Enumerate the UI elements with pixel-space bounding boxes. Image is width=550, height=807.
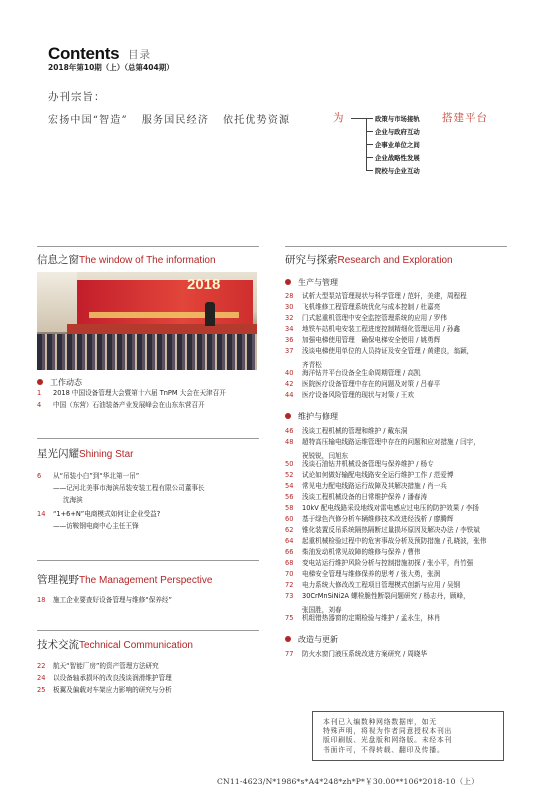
toc-entry[interactable] (285, 571, 440, 579)
entry-title: 施工企业要查好设备管理与维修“保养经” (53, 596, 172, 604)
section-mgmt-heading (37, 572, 212, 587)
page-number: 66 (285, 548, 294, 556)
photo-wall (37, 272, 77, 332)
toc-entry[interactable] (285, 370, 421, 378)
publication-code: CN11-4623/N*1986*s*A4*248*zh*P*￥30.00**106*2018-10（上） (217, 777, 479, 786)
bullet-dot (285, 279, 291, 285)
copyright-notice (312, 711, 504, 761)
entry-title: 浅谈工程机械的管理和维护 / 戴东洞 (302, 427, 408, 435)
notice-line: 本刊已入编数种网络数据库，如无 (323, 718, 437, 726)
toc-entry[interactable] (37, 663, 159, 671)
bracket-item: 政策与市场接轨 (375, 115, 420, 123)
reform-title: 改造与更新 (298, 635, 338, 644)
bullet-dot (285, 413, 291, 419)
entry-continuation: 祝锐锐，闫旭东 (302, 452, 349, 460)
purpose-slogan (48, 111, 290, 126)
page-number: 62 (285, 526, 294, 534)
purpose-wei: 为 (333, 112, 344, 124)
section-info-en: The window of The information (79, 255, 216, 266)
section-mgmt-cn: 管理视野 (37, 574, 79, 586)
entry-title: 电力系统大修改改工程项目管理模式创新与应用 / 吴钢 (302, 581, 461, 589)
entry-title: 浅谈工程机械设备的日常维护保养 / 潘春涛 (302, 493, 428, 501)
page-number: 36 (285, 336, 294, 344)
entry-title: 试论如何做好输配电线路安全运行维护工作 / 范爱博 (302, 471, 454, 479)
toc-entry[interactable] (285, 348, 473, 356)
bracket-item: 企业战略性发展 (375, 154, 420, 162)
contents-title: Contents (48, 44, 120, 63)
entry-continuation: 张国胜，刘春 (302, 606, 342, 614)
production-title: 生产与管理 (298, 278, 338, 287)
page-number: 25 (37, 686, 46, 694)
entry-title: 机组错热器窗的定期检验与维护 / 孟永生，林肖 (302, 614, 441, 622)
page-number: 77 (285, 650, 294, 658)
toc-entry[interactable] (37, 675, 172, 683)
section-info-heading (37, 252, 216, 267)
page-number: 75 (285, 614, 294, 622)
page-number: 40 (285, 369, 294, 377)
toc-entry[interactable] (285, 560, 473, 568)
page-number: 58 (285, 504, 294, 512)
section-shining-heading (37, 446, 133, 461)
section-shining-cn: 星光闪耀 (37, 448, 79, 460)
page-number: 24 (37, 674, 46, 682)
issue-number: 2018年第10期（上）（总第404期） (48, 63, 174, 72)
entry-title: 从“吊装小白”到“华北第一吊” (53, 472, 140, 480)
entry-title: 板翼及偏载对车架应力影响的研究与分析 (53, 686, 172, 694)
entry-title: 中国（东营）石油装备产业发展峰会在山东东营召开 (53, 401, 205, 409)
toc-entry[interactable] (285, 527, 480, 535)
section-rule (37, 560, 259, 561)
section-tech-en: Technical Communication (79, 640, 193, 651)
bracket-item: 院校与企业互动 (375, 167, 420, 175)
purpose-platform: 搭建平台 (442, 112, 488, 124)
entry-subtitle: ——记河北美事市海滨吊装安装工程有限公司董事长 (53, 484, 205, 492)
entry-title: 试析大型泵站管理现状与科学管理 / 范轩，美建，周程程 (302, 292, 467, 300)
notice-line: 特殊声明，将视为作者同意授权本刊出 (323, 727, 453, 736)
toc-entry[interactable] (285, 593, 470, 601)
toc-entry[interactable] (285, 392, 414, 400)
entry-title: 柴油发动机常见故障的维修与保养 / 曹伟 (302, 548, 421, 556)
entry-title: 门式起重机管理中安全监控管理系统的应用 / 罗伟 (302, 314, 447, 322)
page-number: 68 (285, 559, 294, 567)
toc-entry[interactable] (285, 549, 421, 557)
entry-title: 基于绿色汽修分析车辆维修技术改进经浅析 / 廖腾辉 (302, 515, 454, 523)
maintenance-heading (285, 411, 338, 422)
section-research-cn: 研究与探索 (285, 254, 338, 266)
toc-entry[interactable] (285, 293, 467, 301)
page-number: 4 (37, 401, 42, 409)
bullet-dot (37, 379, 43, 385)
page-number: 14 (37, 510, 46, 518)
photo-audience (37, 334, 257, 370)
entry-title: 飞机维修工程管理系统优化与成本控制 / 杜嘉亮 (302, 303, 441, 311)
toc-entry[interactable] (285, 315, 447, 323)
toc-entry[interactable] (285, 538, 486, 546)
entry-subtitle: 沈海滨 (63, 496, 83, 504)
toc-entry[interactable] (285, 472, 453, 480)
page-number: 37 (285, 347, 294, 355)
slogan-part-2: 服务国民经济 (141, 115, 210, 126)
section-rule (37, 630, 259, 631)
page-number: 1 (37, 389, 42, 397)
slogan-part-3: 依托优势资源 (223, 115, 291, 126)
section-rule (37, 246, 259, 247)
bracket-tick (366, 144, 373, 145)
entry-title: 浅谈石油钻井机械设备管理与保养维护 / 杨专 (302, 460, 434, 468)
entry-continuation: 齐青松 (302, 361, 322, 369)
section-shining-en: Shining Star (79, 449, 134, 460)
entry-title: 防火水窗门液压系统改进方案研究 / 周晓华 (302, 650, 428, 658)
purpose-label: 办刊宗旨： (48, 91, 106, 103)
photo-speaker (205, 302, 215, 326)
notice-line: 书面许可，不得转载、翻印及传播。 (323, 745, 445, 754)
toc-entry[interactable] (37, 597, 172, 605)
toc-entry[interactable] (285, 326, 460, 334)
entry-title: 航天“智能厂房”的资产管理方法研究 (53, 662, 159, 670)
page-number: 34 (285, 325, 294, 333)
page-number: 52 (285, 471, 294, 479)
slogan-part-1: 宏扬中国“智造” (48, 115, 128, 126)
toc-entry[interactable] (285, 461, 434, 469)
entry-title: 10kV 配电线路采设地线对雷电感应过电压的防护效果 / 李扬 (302, 504, 479, 512)
entry-title: 锥化装置反吊系统隔热隔断过量损坏原因及解决办法 / 李铁斌 (302, 526, 480, 534)
toc-entry[interactable] (285, 582, 460, 590)
conference-photo (37, 272, 257, 370)
toc-entry[interactable] (285, 483, 447, 491)
maintenance-title: 维护与修理 (298, 412, 338, 421)
page-number: 32 (285, 314, 294, 322)
toc-entry[interactable] (37, 402, 205, 410)
page-number: 18 (37, 596, 46, 604)
section-tech-cn: 技术交流 (37, 639, 79, 651)
toc-entry[interactable] (37, 511, 160, 519)
toc-entry[interactable] (285, 337, 440, 345)
page-number: 42 (285, 380, 294, 388)
toc-entry[interactable] (285, 615, 440, 623)
toc-entry[interactable] (285, 439, 480, 447)
entry-title: 2018 中国设备管理大会暨第十六届 TnPM 大会在天津召开 (53, 389, 226, 397)
toc-entry[interactable] (285, 381, 440, 389)
bracket-tick (366, 131, 373, 132)
photo-banner-text: 2018 (187, 276, 221, 293)
entry-title: 30CrMnSiNi2A 螺栓脆性断裂问题研究 / 杨志丹，顾峰， (302, 592, 470, 600)
page-number: 46 (285, 427, 294, 435)
page-number: 73 (285, 592, 294, 600)
toc-entry[interactable] (285, 428, 407, 436)
entry-title: 电梯安全管理与维修保养的思考 / 张大勇，张润 (302, 570, 441, 578)
work-dynamics-title: 工作动态 (50, 378, 82, 387)
page-number: 44 (285, 391, 294, 399)
section-research-heading (285, 252, 453, 267)
toc-entry[interactable] (285, 304, 440, 312)
section-rule (285, 246, 507, 247)
section-research-en: Research and Exploration (337, 255, 453, 266)
bracket-connector (351, 118, 366, 119)
page-number: 30 (285, 303, 294, 311)
bracket-tick (366, 118, 373, 119)
bullet-dot (285, 636, 291, 642)
photo-banner-strip (89, 312, 239, 318)
entry-title: 以设备轴承损坏的改良浅谈润滑维护管理 (53, 674, 172, 682)
bracket-item: 企业与政府互动 (375, 128, 420, 136)
notice-line: 版印刷版、光盘版和网络版。未经本刊 (323, 736, 453, 745)
bracket-item: 企事业单位之间 (375, 141, 420, 149)
page-number: 54 (285, 482, 294, 490)
entry-title: 医疗设备风险管理的现状与对策 / 王欢 (302, 391, 414, 399)
page-number: 70 (285, 570, 294, 578)
production-heading (285, 277, 338, 288)
section-info-cn: 信息之窗 (37, 254, 79, 266)
toc-entry[interactable] (285, 651, 427, 659)
page-number: 6 (37, 472, 42, 480)
entry-title: 海洋钻井平台设备全生命周期管理 / 高凯 (302, 369, 421, 377)
entry-title: 医院医疗设备管理中存在的问题及对策 / 吕春平 (302, 380, 441, 388)
entry-title: 加强电梯使用管理 确保电梯安全使用 / 姚勇辉 (302, 336, 441, 344)
entry-title: 浅谈电梯使用单位的人员持证及安全管理 / 黄建良，翁颖， (302, 347, 474, 355)
toc-entry[interactable] (37, 390, 226, 398)
page-number: 56 (285, 493, 294, 501)
toc-entry[interactable] (37, 687, 172, 695)
work-dynamics-heading (37, 377, 82, 388)
entry-title: 地铁车站机电安装工程进度控制精细化管理运用 / 孙鑫 (302, 325, 461, 333)
entry-title: 变电站运行维护风险分析与控制措施初探 / 张小平，肖竹强 (302, 559, 474, 567)
page-number: 64 (285, 537, 294, 545)
toc-entry[interactable] (285, 494, 427, 502)
entry-title: 超特高压输电线路运维管理中存在的问题和应对措施 / 闫宇， (302, 438, 480, 446)
section-tech-heading (37, 637, 193, 652)
page-number: 50 (285, 460, 294, 468)
toc-entry[interactable] (285, 505, 479, 513)
contents-title-cn: 目录 (128, 49, 151, 61)
bracket-tick (366, 170, 373, 171)
photo-stage (67, 324, 257, 334)
entry-title: 常见电力配电线路运行故障及其解决措施 / 肖一兵 (302, 482, 447, 490)
page-number: 48 (285, 438, 294, 446)
page-number: 60 (285, 515, 294, 523)
entry-subtitle: ——访鞍钢电商中心主任王锋 (53, 522, 139, 530)
bracket-tick (366, 157, 373, 158)
page-number: 28 (285, 292, 294, 300)
entry-title: 起重机械检验过程中的危害事故分析及预防措施 / 孔晓波，张伟 (302, 537, 487, 545)
section-mgmt-en: The Management Perspective (79, 575, 213, 586)
section-rule (37, 438, 259, 439)
toc-entry[interactable] (285, 516, 453, 524)
toc-entry[interactable] (37, 473, 139, 481)
entry-title: “1+6+N”电商模式如何让企业受益? (53, 510, 161, 518)
reform-heading (285, 634, 338, 645)
page-number: 22 (37, 662, 46, 670)
page-number: 72 (285, 581, 294, 589)
